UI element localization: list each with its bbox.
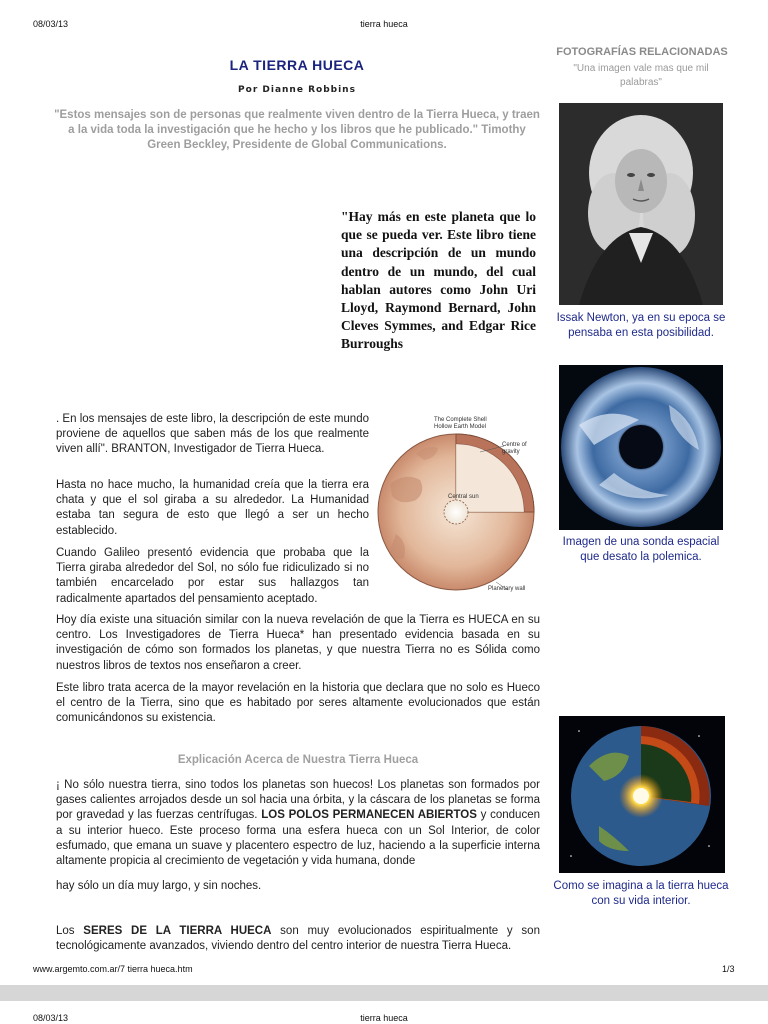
epigraph: "Estos mensajes son de personas que realmente viven dentro de la Tierra Hueca, y traen a la vida toda la investigación que he hecho y los libros que he publicado." Timothy Green Beckley, Presidente de Global Communications.	[54, 109, 540, 151]
paragraph-3: Cuando Galileo presentó evidencia que probaba que la Tierra giraba alrededor del Sol, no sólo fue ridiculizado si no también encarcelado por estar sus hallazgos tan radicalmente apartados del pensamiento aceptado.	[56, 547, 369, 605]
paragraph-4: Hoy día existe una situación similar con la nueva revelación de que la Tierra es HUECA en su centro. Los Investigadores de Tierra Hueca* han presentado evidencia basada en su investigación de cómo son formados los planetas, y que nuestra Tierra no es Sólida como nuestros libros de textos nos enseñaron a creer.	[56, 614, 540, 672]
caption-newton: Issak Newton, ya en su epoca se pensaba en esta posibilidad.	[556, 312, 726, 339]
diagram-label-central-sun: Central sun	[448, 494, 479, 500]
caption-probe: Imagen de una sonda espacial que desato la polemica.	[562, 536, 720, 563]
print-footer-page: 1/3	[722, 964, 735, 974]
paragraph-6: ¡ No sólo nuestra tierra, sino todos los planetas son huecos! Los planetas son formados por gases calientes arrojados desde un sol hacia una órbita, y la cáscara de los planetas se forma por gravedad y las fuerzas centrífugas. LOS POLOS PERMANECEN ABIERTOS y conducen a su interior hueco. Este proceso forma una esfera hueca con un Sol Interior, de color esfumado, que emana un suave y placentero espectro de luz, haciendo a la superficie interna altamente propicia al crecimiento de vegetación y vida humana, donde	[56, 779, 540, 868]
paragraph-7: hay sólo un día muy largo, y sin noches.	[56, 880, 262, 892]
page-break	[0, 985, 768, 1001]
hollow-earth-diagram	[376, 414, 540, 599]
paragraph-8: Los SERES DE LA TIERRA HUECA son muy evolucionados espiritualmente y son tecnológicamente avanzados, viviendo dentro del centro interior de nuestra Tierra Hueca.	[56, 925, 540, 953]
newton-portrait-image	[559, 103, 723, 305]
sidebar-heading: FOTOGRAFÍAS RELACIONADAS	[556, 46, 728, 58]
sidebar-subheading: "Una imagen vale mas que mil palabras"	[573, 63, 709, 88]
diagram-label-gravity: Centre of gravity	[502, 442, 527, 455]
diagram-title: The Complete Shell Hollow Earth Model	[434, 417, 487, 430]
print-title: tierra hueca	[360, 19, 408, 29]
print-date: 08/03/13	[33, 19, 69, 29]
byline: Por Dianne Robbins	[238, 85, 356, 95]
section-subheading: Explicación Acerca de Nuestra Tierra Hueca	[177, 754, 419, 766]
next-page-date: 08/03/13	[33, 1013, 69, 1023]
hollow-earth-cutaway-image	[559, 716, 725, 873]
page-title: LA TIERRA HUECA	[229, 57, 365, 73]
paragraph-2: Hasta no hace mucho, la humanidad creía que la tierra era chata y que el sol giraba a su alrededor. La Humanidad estaba tan segura de esto que llegó a ser un hecho establecido.	[56, 479, 369, 537]
paragraph-1: . En los mensajes de este libro, la descripción de este mundo proviene de aquellos que saben más de los que realmente viven allí". BRANTON, Investigador de Tierra Hueca.	[56, 413, 369, 456]
space-probe-image	[559, 365, 723, 530]
diagram-label-planetary-wall: Planetary wall	[488, 586, 526, 592]
print-footer-url: www.argemto.com.ar/7 tierra hueca.htm	[33, 964, 193, 974]
next-page-title: tierra hueca	[360, 1013, 408, 1023]
paragraph-5: Este libro trata acerca de la mayor revelación en la historia que declara que no solo es Hueco el centro de la Tierra, sino que es habitado por seres altamente evolucionados que están comunicándonos su existencia.	[56, 682, 540, 725]
pull-quote: "Hay más en este planeta que lo que se pueda ver. Este libro tiene una descripción de un mundo dentro de un mundo, del cual hablan autores como John Uri Lloyd, Raymond Bernard, John Cleves Symmes, and Edgar Rice Burroughs	[341, 209, 536, 352]
caption-cutaway: Como se imagina a la tierra hueca con su vida interior.	[553, 880, 729, 907]
